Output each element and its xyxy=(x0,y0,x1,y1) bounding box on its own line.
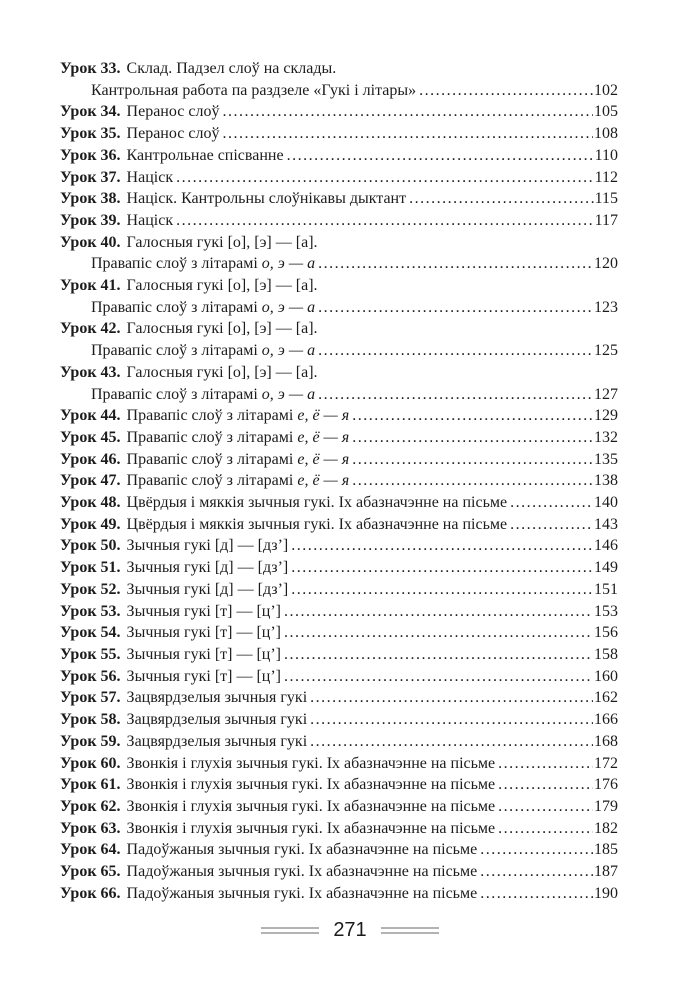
lesson-title: Звонкія і глухія зычныя гукі. Іх абазначэнне на пісьме xyxy=(126,754,496,772)
lesson-label: Урок 53. xyxy=(60,602,121,620)
lesson-label: Урок 63. xyxy=(60,819,121,837)
dot-leader xyxy=(307,687,593,709)
lesson-title: Цвёрдыя і мяккія зычныя гукі. Іх абазначэнне на пісьме xyxy=(126,494,508,512)
page-ref: 123 xyxy=(594,298,618,316)
dot-leader xyxy=(495,774,593,796)
page-ref: 105 xyxy=(594,103,618,121)
page-ref: 117 xyxy=(594,211,618,229)
lesson-label: Урок 65. xyxy=(60,863,121,881)
lesson-title: Зычныя гукі [т] — [ц’] xyxy=(126,645,282,663)
toc-entry xyxy=(60,709,618,731)
lesson-label: Урок 55. xyxy=(60,645,121,663)
lesson-label: Урок 44. xyxy=(60,407,121,425)
page-ref: 160 xyxy=(594,667,618,685)
lesson-label: Урок 41. xyxy=(60,277,121,295)
dot-leader xyxy=(477,883,593,905)
dot-leader xyxy=(349,449,593,471)
page-ref: 158 xyxy=(594,645,618,663)
lesson-title: Кантрольнае спісванне xyxy=(126,146,284,164)
page-ref: 129 xyxy=(594,407,618,425)
lesson-label: Урок 47. xyxy=(60,472,121,490)
dot-leader xyxy=(349,405,593,427)
lesson-title: Зычныя гукі [д] — [дз’] xyxy=(126,559,289,577)
toc-entry xyxy=(60,796,618,818)
lesson-label: Урок 64. xyxy=(60,841,121,859)
lesson-label: Урок 58. xyxy=(60,711,121,729)
toc-entry xyxy=(60,753,618,775)
toc-entry xyxy=(60,188,618,210)
dot-leader xyxy=(281,666,593,688)
lesson-label: Урок 45. xyxy=(60,428,121,446)
page-ref: 120 xyxy=(594,255,618,273)
toc-entry xyxy=(60,101,618,123)
lesson-title: Зацвярдзелыя зычныя гукі xyxy=(126,711,308,729)
lesson-title: Перанос слоў xyxy=(126,125,220,143)
footer-page-number: 271 xyxy=(333,919,367,941)
lesson-title: Зычныя гукі [т] — [ц’] xyxy=(126,667,282,685)
toc-entry xyxy=(60,318,618,340)
toc-entry xyxy=(60,557,618,579)
toc-entry xyxy=(60,58,618,80)
page-ref: 168 xyxy=(594,732,618,750)
lesson-title: Галосныя гукі [о], [э] — [а]. xyxy=(126,233,318,251)
lesson-label: Урок 51. xyxy=(60,559,121,577)
toc-entry xyxy=(60,340,618,362)
lesson-title: Звонкія і глухія зычныя гукі. Іх абазначэнне на пісьме xyxy=(126,776,496,794)
dot-leader xyxy=(477,861,593,883)
lesson-label: Урок 62. xyxy=(60,797,121,815)
page-ref: 102 xyxy=(594,81,618,99)
page-ref: 187 xyxy=(594,863,618,881)
lesson-title: Галосныя гукі [о], [э] — [а]. xyxy=(126,277,318,295)
page-ref: 146 xyxy=(594,537,618,555)
dot-leader xyxy=(349,427,593,449)
page-ref: 112 xyxy=(594,168,618,186)
toc-entry xyxy=(60,861,618,883)
lesson-title: Правапіс слоў з літарамі е, ё — я xyxy=(126,450,350,468)
page-ref: 190 xyxy=(594,884,618,902)
page-ref: 179 xyxy=(594,797,618,815)
dot-leader xyxy=(507,514,593,536)
dot-leader xyxy=(288,557,593,579)
toc-entry xyxy=(60,470,618,492)
toc-entry xyxy=(60,731,618,753)
lesson-label: Урок 35. xyxy=(60,125,121,143)
toc-entry xyxy=(60,123,618,145)
toc-entry xyxy=(60,405,618,427)
lesson-title: Націск xyxy=(126,168,174,186)
toc-entry xyxy=(60,883,618,905)
dot-leader xyxy=(288,535,593,557)
dot-leader xyxy=(307,731,593,753)
dot-leader xyxy=(173,167,594,189)
lesson-title: Галосныя гукі [о], [э] — [а]. xyxy=(126,363,318,381)
toc-entry xyxy=(60,514,618,536)
lesson-title: Націск. Кантрольны слоўнікавы дыктант xyxy=(126,190,407,208)
lesson-title: Звонкія і глухія зычныя гукі. Іх абазначэнне на пісьме xyxy=(126,819,496,837)
dot-leader xyxy=(416,80,593,102)
toc-entry xyxy=(60,579,618,601)
dot-leader xyxy=(349,470,593,492)
dot-leader xyxy=(315,384,593,406)
lesson-title: Падоўжаныя зычныя гукі. Іх абазначэнне на пісьме xyxy=(126,863,478,881)
dot-leader xyxy=(219,101,593,123)
dot-leader xyxy=(315,297,593,319)
dot-leader xyxy=(284,145,594,167)
toc-entry xyxy=(60,839,618,861)
toc-entry xyxy=(60,384,618,406)
toc-entry xyxy=(60,80,618,102)
lesson-title: Зацвярдзелыя зычныя гукі xyxy=(126,732,308,750)
toc-entry xyxy=(60,535,618,557)
dot-leader xyxy=(315,340,593,362)
toc-entry xyxy=(60,449,618,471)
page-ref: 151 xyxy=(594,580,618,598)
toc-entry xyxy=(60,362,618,384)
lesson-label: Урок 66. xyxy=(60,884,121,902)
dot-leader xyxy=(406,188,593,210)
toc-entry xyxy=(60,167,618,189)
page-ref: 172 xyxy=(594,754,618,772)
lesson-label: Урок 49. xyxy=(60,515,121,533)
lesson-label: Урок 52. xyxy=(60,580,121,598)
page-ref: 108 xyxy=(594,125,618,143)
lesson-label: Урок 38. xyxy=(60,190,121,208)
lesson-title: Склад. Падзел слоў на склады. xyxy=(126,60,337,77)
lesson-title: Правапіс слоў з літарамі о, э — а xyxy=(91,255,316,273)
lesson-title: Галосныя гукі [о], [э] — [а]. xyxy=(126,320,318,338)
page-ref: 166 xyxy=(594,711,618,729)
lesson-title: Правапіс слоў з літарамі о, э — а xyxy=(91,385,316,403)
toc-entry xyxy=(60,601,618,623)
footer-rule-right xyxy=(381,927,439,934)
lesson-title: Правапіс слоў з літарамі о, э — а xyxy=(91,342,316,360)
lesson-label: Урок 43. xyxy=(60,363,121,381)
page-ref: 115 xyxy=(594,190,618,208)
lesson-label: Урок 34. xyxy=(60,103,121,121)
dot-leader xyxy=(281,644,593,666)
table-of-contents xyxy=(60,58,618,904)
page-ref: 140 xyxy=(594,494,618,512)
lesson-label: Урок 60. xyxy=(60,754,121,772)
page-ref: 162 xyxy=(594,689,618,707)
dot-leader xyxy=(315,253,593,275)
page-ref: 149 xyxy=(594,559,618,577)
dot-leader xyxy=(495,796,593,818)
lesson-label: Урок 50. xyxy=(60,537,121,555)
lesson-label: Урок 54. xyxy=(60,624,121,642)
lesson-title: Зычныя гукі [д] — [дз’] xyxy=(126,580,289,598)
page-ref: 143 xyxy=(594,515,618,533)
page-ref: 176 xyxy=(594,776,618,794)
toc-entry xyxy=(60,275,618,297)
toc-entry xyxy=(60,232,618,254)
toc-entry xyxy=(60,687,618,709)
lesson-label: Урок 39. xyxy=(60,211,121,229)
page-ref: 182 xyxy=(594,819,618,837)
dot-leader xyxy=(507,492,593,514)
lesson-label: Урок 42. xyxy=(60,320,121,338)
page-ref: 138 xyxy=(594,472,618,490)
toc-entry xyxy=(60,644,618,666)
page-ref: 127 xyxy=(594,385,618,403)
lesson-title: Правапіс слоў з літарамі е, ё — я xyxy=(126,407,350,425)
lesson-label: Урок 56. xyxy=(60,667,121,685)
lesson-title: Падоўжаныя зычныя гукі. Іх абазначэнне на пісьме xyxy=(126,841,478,859)
toc-entry xyxy=(60,492,618,514)
lesson-label: Урок 40. xyxy=(60,233,121,251)
toc-entry xyxy=(60,774,618,796)
page-ref: 156 xyxy=(594,624,618,642)
lesson-title: Кантрольная работа па раздзеле «Гукі і літары» xyxy=(91,81,417,99)
lesson-title: Зычныя гукі [д] — [дз’] xyxy=(126,537,289,555)
page-ref: 135 xyxy=(594,450,618,468)
toc-entry xyxy=(60,210,618,232)
dot-leader xyxy=(495,818,593,840)
lesson-label: Урок 46. xyxy=(60,450,121,468)
page-ref: 132 xyxy=(594,428,618,446)
page-ref: 185 xyxy=(594,841,618,859)
toc-entry xyxy=(60,666,618,688)
page-ref: 153 xyxy=(594,602,618,620)
lesson-title: Зацвярдзелыя зычныя гукі xyxy=(126,689,308,707)
lesson-title: Націск xyxy=(126,211,174,229)
dot-leader xyxy=(281,601,593,623)
lesson-label: Урок 61. xyxy=(60,776,121,794)
dot-leader xyxy=(173,210,594,232)
toc-entry xyxy=(60,297,618,319)
dot-leader xyxy=(288,579,593,601)
toc-entry xyxy=(60,427,618,449)
lesson-title: Правапіс слоў з літарамі е, ё — я xyxy=(126,428,350,446)
toc-entry xyxy=(60,818,618,840)
page-ref: 110 xyxy=(594,146,618,164)
lesson-title: Правапіс слоў з літарамі е, ё — я xyxy=(126,472,350,490)
dot-leader xyxy=(307,709,593,731)
lesson-title: Падоўжаныя зычныя гукі. Іх абазначэнне на пісьме xyxy=(126,884,478,902)
footer-rule-left xyxy=(261,927,319,934)
lesson-title: Зычныя гукі [т] — [ц’] xyxy=(126,624,282,642)
lesson-title: Зычныя гукі [т] — [ц’] xyxy=(126,602,282,620)
lesson-title: Перанос слоў xyxy=(126,103,220,121)
lesson-label: Урок 59. xyxy=(60,732,121,750)
lesson-label: Урок 48. xyxy=(60,494,121,512)
toc-entry xyxy=(60,622,618,644)
lesson-title: Правапіс слоў з літарамі о, э — а xyxy=(91,298,316,316)
dot-leader xyxy=(281,622,593,644)
page-ref: 125 xyxy=(594,342,618,360)
dot-leader xyxy=(477,839,593,861)
lesson-label: Урок 36. xyxy=(60,146,121,164)
dot-leader xyxy=(495,753,593,775)
lesson-title: Звонкія і глухія зычныя гукі. Іх абазначэнне на пісьме xyxy=(126,797,496,815)
lesson-label: Урок 37. xyxy=(60,168,121,186)
dot-leader xyxy=(219,123,593,145)
lesson-title: Цвёрдыя і мяккія зычныя гукі. Іх абазначэнне на пісьме xyxy=(126,515,508,533)
toc-entry xyxy=(60,145,618,167)
lesson-label: Урок 57. xyxy=(60,689,121,707)
lesson-label: Урок 33. xyxy=(60,60,121,77)
footer xyxy=(0,919,700,942)
toc-entry xyxy=(60,253,618,275)
